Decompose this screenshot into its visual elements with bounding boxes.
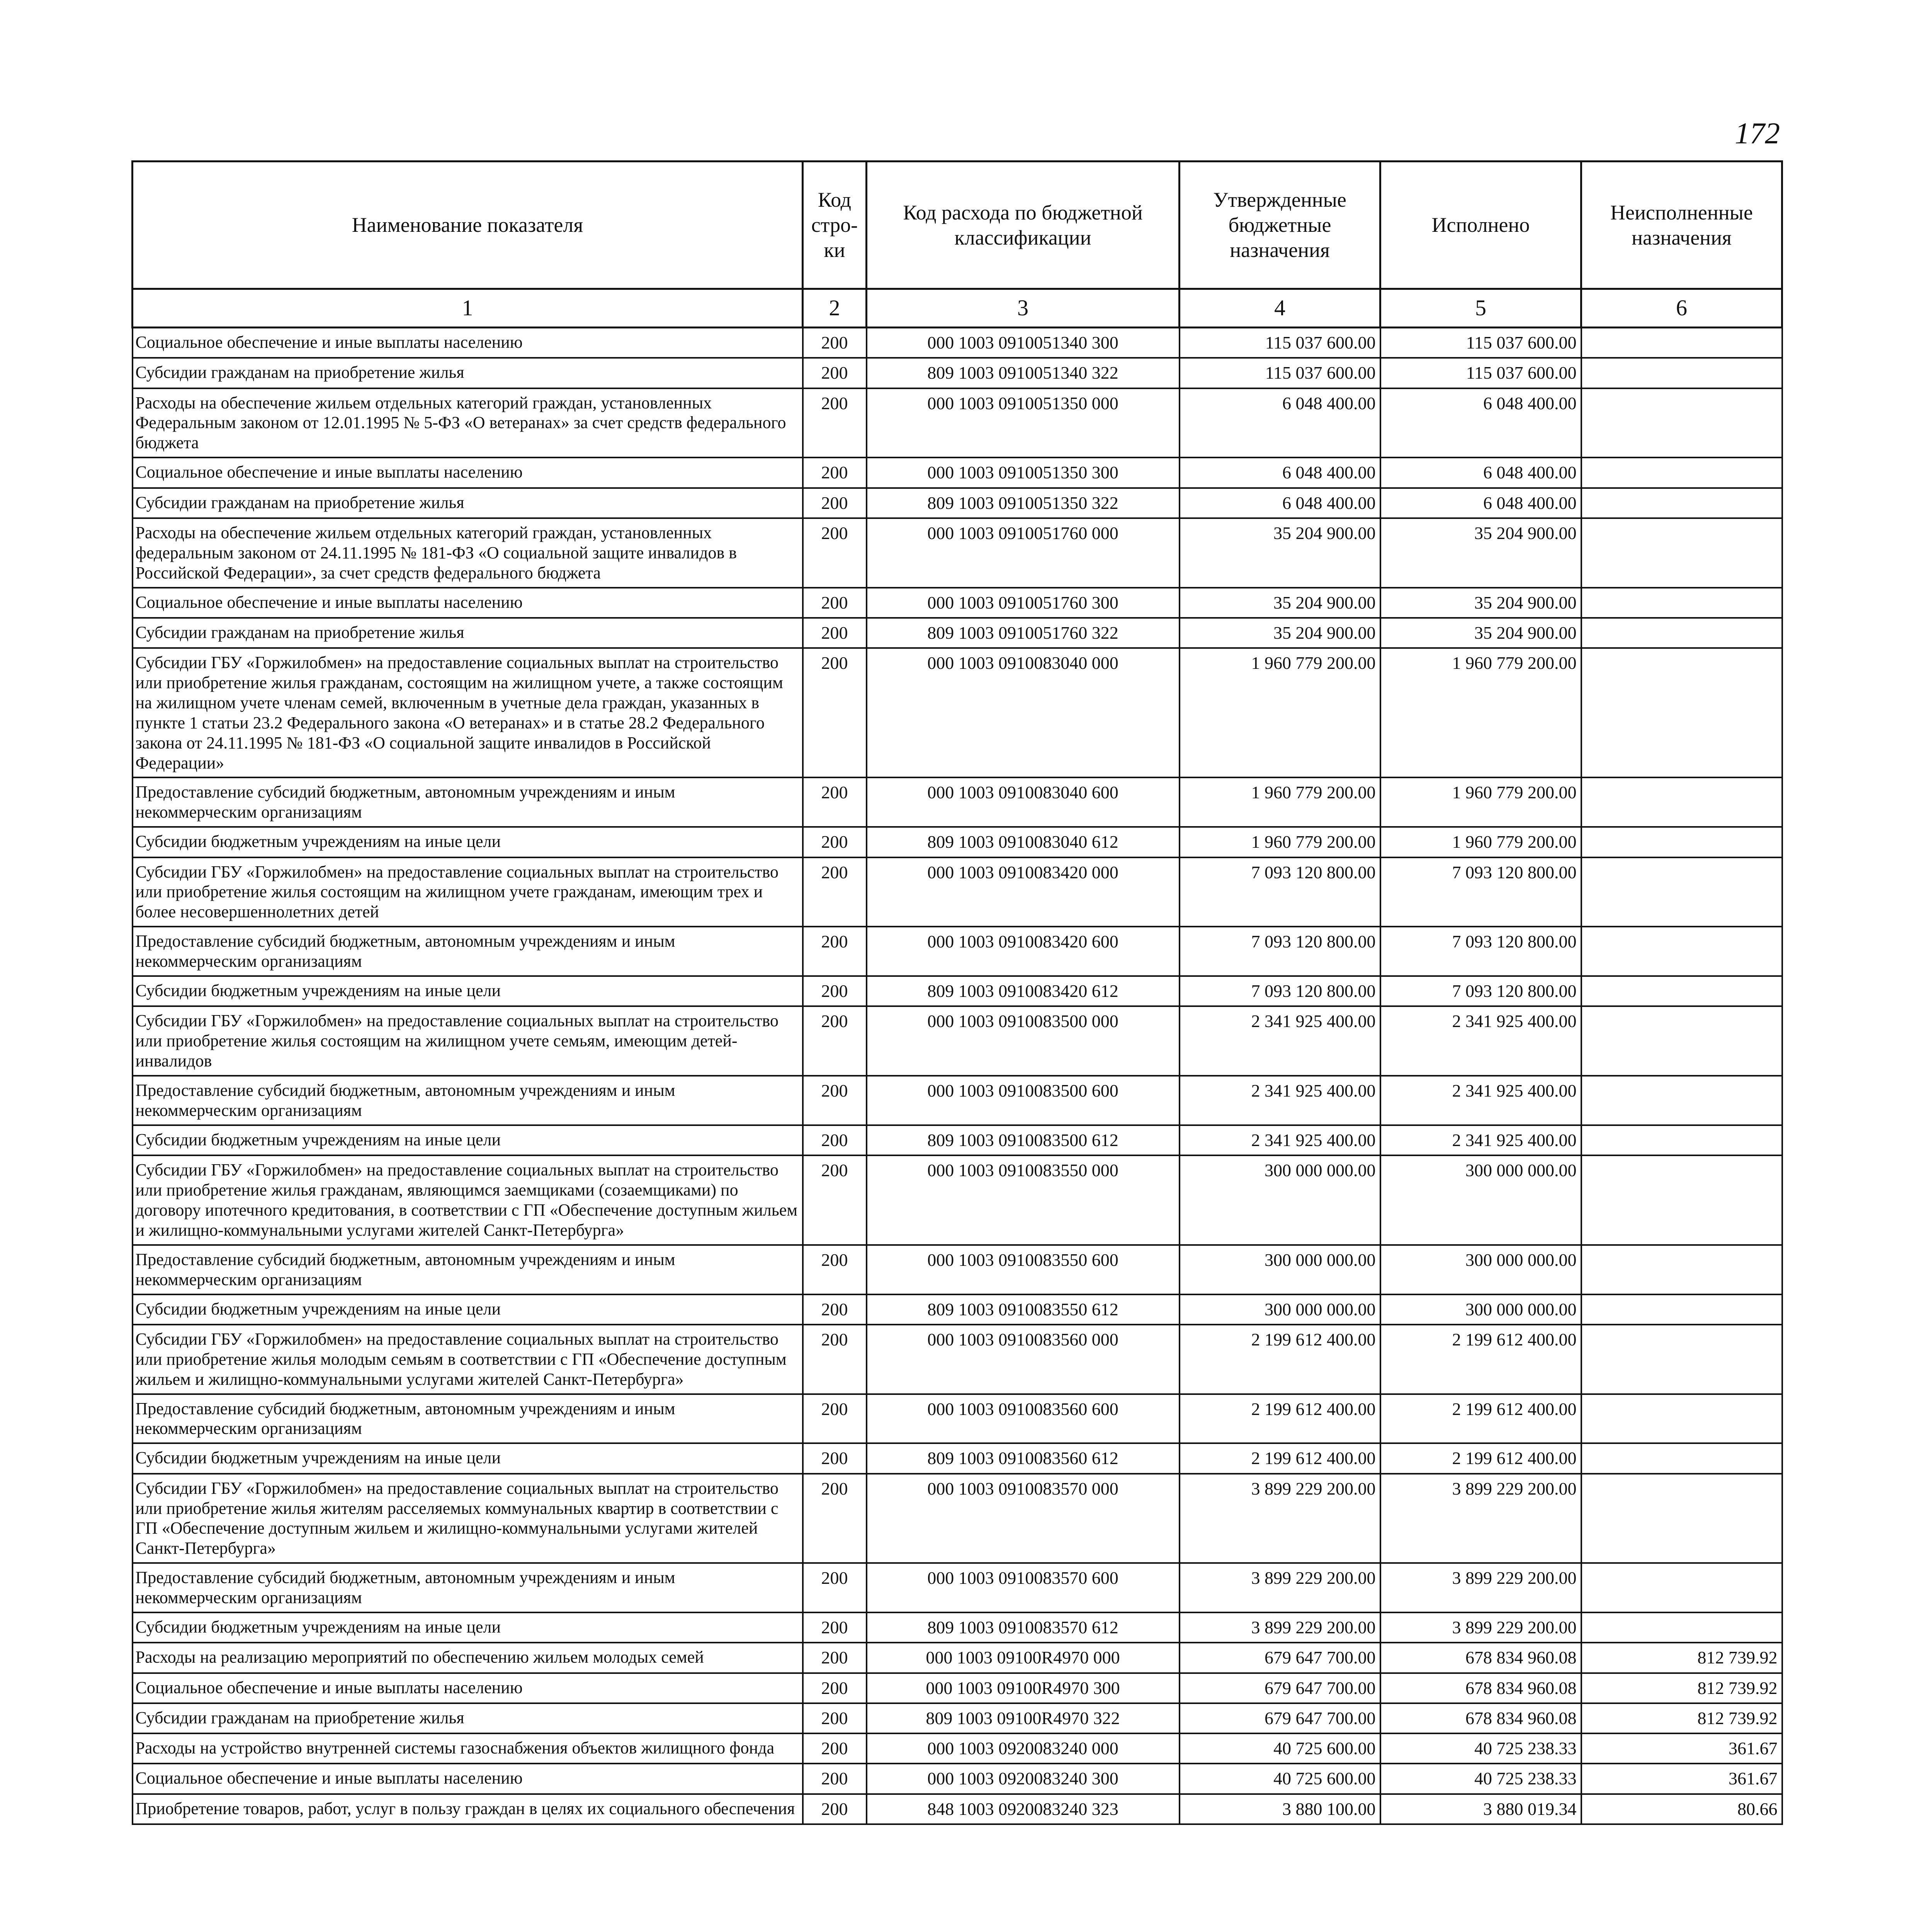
row-unexecuted-amount xyxy=(1581,827,1782,857)
row-executed-amount: 1 960 779 200.00 xyxy=(1380,777,1581,827)
row-unexecuted-amount xyxy=(1581,857,1782,927)
row-unexecuted-amount xyxy=(1581,1245,1782,1294)
row-unexecuted-amount xyxy=(1581,618,1782,648)
row-budget-classification-code: 809 1003 0910083560 612 xyxy=(867,1443,1180,1473)
table-header-row xyxy=(133,162,1782,289)
row-budget-classification-code: 000 1003 0910051760 000 xyxy=(867,518,1180,588)
row-executed-amount: 2 199 612 400.00 xyxy=(1380,1394,1581,1444)
row-approved-amount: 3 899 229 200.00 xyxy=(1180,1474,1380,1563)
row-indicator-name: Субсидии бюджетным учреждениям на иные цели xyxy=(133,1125,803,1155)
table-row xyxy=(133,1733,1782,1764)
table-row xyxy=(133,777,1782,827)
column-numbers-row xyxy=(133,289,1782,328)
row-approved-amount: 679 647 700.00 xyxy=(1180,1703,1380,1733)
table-row xyxy=(133,457,1782,488)
row-unexecuted-amount xyxy=(1581,588,1782,618)
row-executed-amount: 2 341 925 400.00 xyxy=(1380,1006,1581,1076)
row-line-code: 200 xyxy=(803,618,867,648)
row-line-code: 200 xyxy=(803,976,867,1006)
row-indicator-name: Предоставление субсидий бюджетным, автономным учреждениям и иным некоммерческим организациям xyxy=(133,777,803,827)
row-unexecuted-amount xyxy=(1581,328,1782,358)
row-line-code: 200 xyxy=(803,1673,867,1703)
row-unexecuted-amount xyxy=(1581,1394,1782,1444)
table-row xyxy=(133,1294,1782,1325)
row-indicator-name: Субсидии гражданам на приобретение жилья xyxy=(133,488,803,518)
row-executed-amount: 300 000 000.00 xyxy=(1380,1294,1581,1325)
column-number: 6 xyxy=(1581,289,1782,328)
table-row xyxy=(133,976,1782,1006)
row-approved-amount: 35 204 900.00 xyxy=(1180,588,1380,618)
table-row xyxy=(133,358,1782,388)
row-approved-amount: 1 960 779 200.00 xyxy=(1180,777,1380,827)
row-executed-amount: 300 000 000.00 xyxy=(1380,1155,1581,1245)
budget-execution-table xyxy=(131,160,1783,1825)
row-budget-classification-code: 000 1003 0910083560 000 xyxy=(867,1325,1180,1394)
row-indicator-name: Субсидии бюджетным учреждениям на иные цели xyxy=(133,827,803,857)
row-executed-amount: 3 880 019.34 xyxy=(1380,1794,1581,1824)
row-approved-amount: 115 037 600.00 xyxy=(1180,328,1380,358)
table-row xyxy=(133,1764,1782,1794)
row-executed-amount: 6 048 400.00 xyxy=(1380,488,1581,518)
row-budget-classification-code: 000 1003 0910083570 600 xyxy=(867,1563,1180,1612)
row-line-code: 200 xyxy=(803,1125,867,1155)
row-approved-amount: 3 899 229 200.00 xyxy=(1180,1612,1380,1643)
row-approved-amount: 3 880 100.00 xyxy=(1180,1794,1380,1824)
row-budget-classification-code: 809 1003 0910083040 612 xyxy=(867,827,1180,857)
row-line-code: 200 xyxy=(803,328,867,358)
row-line-code: 200 xyxy=(803,1443,867,1473)
row-unexecuted-amount xyxy=(1581,1006,1782,1076)
table-row xyxy=(133,328,1782,358)
row-indicator-name: Субсидии гражданам на приобретение жилья xyxy=(133,1703,803,1733)
row-indicator-name: Предоставление субсидий бюджетным, автономным учреждениям и иным некоммерческим организациям xyxy=(133,1245,803,1294)
row-indicator-name: Социальное обеспечение и иные выплаты населению xyxy=(133,1673,803,1703)
row-line-code: 200 xyxy=(803,1733,867,1764)
row-unexecuted-amount: 80.66 xyxy=(1581,1794,1782,1824)
row-budget-classification-code: 809 1003 0910083420 612 xyxy=(867,976,1180,1006)
row-approved-amount: 7 093 120 800.00 xyxy=(1180,927,1380,976)
row-approved-amount: 35 204 900.00 xyxy=(1180,518,1380,588)
row-approved-amount: 300 000 000.00 xyxy=(1180,1294,1380,1325)
row-budget-classification-code: 000 1003 0910083420 600 xyxy=(867,927,1180,976)
row-unexecuted-amount xyxy=(1581,1563,1782,1612)
row-unexecuted-amount xyxy=(1581,457,1782,488)
row-budget-classification-code: 000 1003 0910083550 600 xyxy=(867,1245,1180,1294)
row-executed-amount: 678 834 960.08 xyxy=(1380,1673,1581,1703)
row-budget-classification-code: 000 1003 0910083550 000 xyxy=(867,1155,1180,1245)
row-unexecuted-amount xyxy=(1581,927,1782,976)
row-budget-classification-code: 809 1003 09100R4970 322 xyxy=(867,1703,1180,1733)
row-line-code: 200 xyxy=(803,1394,867,1444)
row-line-code: 200 xyxy=(803,1076,867,1125)
row-indicator-name: Предоставление субсидий бюджетным, автономным учреждениям и иным некоммерческим организациям xyxy=(133,1076,803,1125)
row-executed-amount: 35 204 900.00 xyxy=(1380,518,1581,588)
row-unexecuted-amount xyxy=(1581,1076,1782,1125)
table-body xyxy=(133,328,1782,1824)
row-approved-amount: 115 037 600.00 xyxy=(1180,358,1380,388)
table-row xyxy=(133,488,1782,518)
row-unexecuted-amount: 812 739.92 xyxy=(1581,1703,1782,1733)
row-indicator-name: Социальное обеспечение и иные выплаты населению xyxy=(133,328,803,358)
column-number: 3 xyxy=(867,289,1180,328)
row-budget-classification-code: 000 1003 0910083500 000 xyxy=(867,1006,1180,1076)
header-line-code: Код стро-ки xyxy=(803,162,867,289)
table-row xyxy=(133,1643,1782,1673)
row-line-code: 200 xyxy=(803,358,867,388)
row-approved-amount: 3 899 229 200.00 xyxy=(1180,1563,1380,1612)
table-row xyxy=(133,518,1782,588)
row-approved-amount: 2 199 612 400.00 xyxy=(1180,1394,1380,1444)
row-line-code: 200 xyxy=(803,1643,867,1673)
row-unexecuted-amount xyxy=(1581,1443,1782,1473)
row-executed-amount: 35 204 900.00 xyxy=(1380,588,1581,618)
row-budget-classification-code: 809 1003 0910083550 612 xyxy=(867,1294,1180,1325)
row-unexecuted-amount: 361.67 xyxy=(1581,1733,1782,1764)
table-row xyxy=(133,1673,1782,1703)
row-executed-amount: 2 341 925 400.00 xyxy=(1380,1125,1581,1155)
row-budget-classification-code: 809 1003 0910051350 322 xyxy=(867,488,1180,518)
row-budget-classification-code: 000 1003 0920083240 000 xyxy=(867,1733,1180,1764)
row-unexecuted-amount xyxy=(1581,358,1782,388)
row-executed-amount: 35 204 900.00 xyxy=(1380,618,1581,648)
table-row xyxy=(133,857,1782,927)
row-approved-amount: 2 341 925 400.00 xyxy=(1180,1076,1380,1125)
row-indicator-name: Субсидии бюджетным учреждениям на иные цели xyxy=(133,976,803,1006)
row-executed-amount: 678 834 960.08 xyxy=(1380,1703,1581,1733)
row-unexecuted-amount xyxy=(1581,1612,1782,1643)
row-approved-amount: 6 048 400.00 xyxy=(1180,488,1380,518)
row-unexecuted-amount xyxy=(1581,518,1782,588)
row-executed-amount: 115 037 600.00 xyxy=(1380,328,1581,358)
row-executed-amount: 2 341 925 400.00 xyxy=(1380,1076,1581,1125)
row-executed-amount: 1 960 779 200.00 xyxy=(1380,648,1581,777)
header-indicator-name: Наименование показателя xyxy=(133,162,803,289)
row-executed-amount: 40 725 238.33 xyxy=(1380,1764,1581,1794)
row-indicator-name: Субсидии ГБУ «Горжилобмен» на предоставление социальных выплат на строительство или приобретение жилья жителям расселяемых коммунальных квартир в соответствии с ГП «Обеспечение доступным жильем и жилищно-коммунальными услугами жителей Санкт-Петербурга» xyxy=(133,1474,803,1563)
row-indicator-name: Расходы на реализацию мероприятий по обеспечению жильем молодых семей xyxy=(133,1643,803,1673)
column-number: 5 xyxy=(1380,289,1581,328)
row-approved-amount: 6 048 400.00 xyxy=(1180,457,1380,488)
table-row xyxy=(133,1703,1782,1733)
row-executed-amount: 7 093 120 800.00 xyxy=(1380,976,1581,1006)
row-approved-amount: 679 647 700.00 xyxy=(1180,1673,1380,1703)
table-row xyxy=(133,1125,1782,1155)
row-unexecuted-amount: 812 739.92 xyxy=(1581,1673,1782,1703)
row-unexecuted-amount: 812 739.92 xyxy=(1581,1643,1782,1673)
header-approved-appropriations: Утвержденные бюджетные назначения xyxy=(1180,162,1380,289)
row-indicator-name: Субсидии ГБУ «Горжилобмен» на предоставление социальных выплат на строительство или приобретение жилья состоящим на жилищном учете семьям, имеющим детей-инвалидов xyxy=(133,1006,803,1076)
row-approved-amount: 2 199 612 400.00 xyxy=(1180,1443,1380,1473)
row-unexecuted-amount xyxy=(1581,1325,1782,1394)
column-number: 2 xyxy=(803,289,867,328)
row-executed-amount: 300 000 000.00 xyxy=(1380,1245,1581,1294)
row-budget-classification-code: 000 1003 0910051350 300 xyxy=(867,457,1180,488)
row-line-code: 200 xyxy=(803,1245,867,1294)
row-unexecuted-amount xyxy=(1581,388,1782,458)
row-line-code: 200 xyxy=(803,777,867,827)
table-row xyxy=(133,1325,1782,1394)
table-row xyxy=(133,1563,1782,1612)
row-indicator-name: Субсидии ГБУ «Горжилобмен» на предоставление социальных выплат на строительство или приобретение жилья молодым семьям в соответствии с ГП «Обеспечение доступным жильем и жилищно-коммунальными услугами жителей Санкт-Петербурга» xyxy=(133,1325,803,1394)
row-budget-classification-code: 000 1003 0910051760 300 xyxy=(867,588,1180,618)
row-approved-amount: 300 000 000.00 xyxy=(1180,1155,1380,1245)
table-row xyxy=(133,388,1782,458)
row-budget-classification-code: 000 1003 0910083500 600 xyxy=(867,1076,1180,1125)
row-approved-amount: 2 341 925 400.00 xyxy=(1180,1006,1380,1076)
row-executed-amount: 2 199 612 400.00 xyxy=(1380,1443,1581,1473)
table-row xyxy=(133,927,1782,976)
header-budget-classification-code: Код расхода по бюджетной классификации xyxy=(867,162,1180,289)
row-executed-amount: 6 048 400.00 xyxy=(1380,388,1581,458)
row-approved-amount: 40 725 600.00 xyxy=(1180,1733,1380,1764)
row-line-code: 200 xyxy=(803,1794,867,1824)
row-unexecuted-amount xyxy=(1581,648,1782,777)
row-indicator-name: Субсидии гражданам на приобретение жилья xyxy=(133,358,803,388)
row-unexecuted-amount xyxy=(1581,976,1782,1006)
row-unexecuted-amount xyxy=(1581,777,1782,827)
row-indicator-name: Субсидии гражданам на приобретение жилья xyxy=(133,618,803,648)
row-approved-amount: 2 341 925 400.00 xyxy=(1180,1125,1380,1155)
row-executed-amount: 40 725 238.33 xyxy=(1380,1733,1581,1764)
row-indicator-name: Субсидии бюджетным учреждениям на иные цели xyxy=(133,1443,803,1473)
row-budget-classification-code: 000 1003 0910083560 600 xyxy=(867,1394,1180,1444)
row-approved-amount: 1 960 779 200.00 xyxy=(1180,648,1380,777)
table-row xyxy=(133,618,1782,648)
row-line-code: 200 xyxy=(803,488,867,518)
table-row xyxy=(133,648,1782,777)
row-indicator-name: Субсидии бюджетным учреждениям на иные цели xyxy=(133,1612,803,1643)
row-unexecuted-amount xyxy=(1581,1155,1782,1245)
row-line-code: 200 xyxy=(803,457,867,488)
row-indicator-name: Социальное обеспечение и иные выплаты населению xyxy=(133,1764,803,1794)
table-row xyxy=(133,1474,1782,1563)
row-line-code: 200 xyxy=(803,827,867,857)
row-unexecuted-amount xyxy=(1581,1125,1782,1155)
table-row xyxy=(133,1076,1782,1125)
row-line-code: 200 xyxy=(803,1612,867,1643)
row-line-code: 200 xyxy=(803,588,867,618)
row-line-code: 200 xyxy=(803,1006,867,1076)
row-budget-classification-code: 000 1003 0910083420 000 xyxy=(867,857,1180,927)
row-indicator-name: Расходы на устройство внутренней системы газоснабжения объектов жилищного фонда xyxy=(133,1733,803,1764)
row-budget-classification-code: 000 1003 0920083240 300 xyxy=(867,1764,1180,1794)
row-indicator-name: Предоставление субсидий бюджетным, автономным учреждениям и иным некоммерческим организациям xyxy=(133,927,803,976)
row-indicator-name: Субсидии бюджетным учреждениям на иные цели xyxy=(133,1294,803,1325)
row-approved-amount: 7 093 120 800.00 xyxy=(1180,976,1380,1006)
row-line-code: 200 xyxy=(803,857,867,927)
row-indicator-name: Приобретение товаров, работ, услуг в пользу граждан в целях их социального обеспечения xyxy=(133,1794,803,1824)
table-row xyxy=(133,827,1782,857)
row-budget-classification-code: 000 1003 0910083040 600 xyxy=(867,777,1180,827)
row-approved-amount: 35 204 900.00 xyxy=(1180,618,1380,648)
row-budget-classification-code: 000 1003 0910083570 000 xyxy=(867,1474,1180,1563)
row-indicator-name: Субсидии ГБУ «Горжилобмен» на предоставление социальных выплат на строительство или приобретение жилья гражданам, состоящим на жилищном учете, а также состоящим на жилищном учете членам семей, включенным в учетные дела граждан, указанных в пункте 1 статьи 23.2 Федерального закона «О ветеранах» и в статье 28.2 Федерального закона от 24.11.1995 № 181-ФЗ «О социальной защите инвалидов в Российской Федерации» xyxy=(133,648,803,777)
row-indicator-name: Расходы на обеспечение жильем отдельных категорий граждан, установленных федеральным законом от 24.11.1995 № 181-ФЗ «О социальной защите инвалидов в Российской Федерации», за счет средств федерального бюджета xyxy=(133,518,803,588)
table-row xyxy=(133,1006,1782,1076)
row-unexecuted-amount: 361.67 xyxy=(1581,1764,1782,1794)
row-approved-amount: 40 725 600.00 xyxy=(1180,1764,1380,1794)
table-row xyxy=(133,1245,1782,1294)
row-executed-amount: 678 834 960.08 xyxy=(1380,1643,1581,1673)
row-line-code: 200 xyxy=(803,388,867,458)
row-line-code: 200 xyxy=(803,1703,867,1733)
row-line-code: 200 xyxy=(803,1155,867,1245)
header-executed: Исполнено xyxy=(1380,162,1581,289)
row-line-code: 200 xyxy=(803,1474,867,1563)
table-row xyxy=(133,1155,1782,1245)
row-budget-classification-code: 809 1003 0910051340 322 xyxy=(867,358,1180,388)
row-approved-amount: 2 199 612 400.00 xyxy=(1180,1325,1380,1394)
row-indicator-name: Социальное обеспечение и иные выплаты населению xyxy=(133,588,803,618)
row-executed-amount: 1 960 779 200.00 xyxy=(1380,827,1581,857)
row-unexecuted-amount xyxy=(1581,1474,1782,1563)
row-line-code: 200 xyxy=(803,1764,867,1794)
table-row xyxy=(133,1612,1782,1643)
row-budget-classification-code: 809 1003 0910083500 612 xyxy=(867,1125,1180,1155)
row-executed-amount: 3 899 229 200.00 xyxy=(1380,1612,1581,1643)
row-line-code: 200 xyxy=(803,1563,867,1612)
row-indicator-name: Субсидии ГБУ «Горжилобмен» на предоставление социальных выплат на строительство или приобретение жилья состоящим на жилищном учете гражданам, имеющим трех и более несовершеннолетних детей xyxy=(133,857,803,927)
header-unexecuted-appropriations: Неисполненные назначения xyxy=(1581,162,1782,289)
row-indicator-name: Социальное обеспечение и иные выплаты населению xyxy=(133,457,803,488)
row-line-code: 200 xyxy=(803,648,867,777)
row-budget-classification-code: 000 1003 09100R4970 300 xyxy=(867,1673,1180,1703)
row-approved-amount: 6 048 400.00 xyxy=(1180,388,1380,458)
row-unexecuted-amount xyxy=(1581,1294,1782,1325)
row-executed-amount: 3 899 229 200.00 xyxy=(1380,1563,1581,1612)
row-indicator-name: Предоставление субсидий бюджетным, автономным учреждениям и иным некоммерческим организациям xyxy=(133,1563,803,1612)
row-executed-amount: 7 093 120 800.00 xyxy=(1380,857,1581,927)
row-budget-classification-code: 000 1003 09100R4970 000 xyxy=(867,1643,1180,1673)
row-approved-amount: 1 960 779 200.00 xyxy=(1180,827,1380,857)
column-number: 1 xyxy=(133,289,803,328)
row-indicator-name: Субсидии ГБУ «Горжилобмен» на предоставление социальных выплат на строительство или приобретение жилья гражданам, являющимся заемщиками (созаемщиками) по договору ипотечного кредитования, в соответствии с ГП «Обеспечение доступным жильем и жилищно-коммунальными услугами жителей Санкт-Петербурга» xyxy=(133,1155,803,1245)
row-executed-amount: 115 037 600.00 xyxy=(1380,358,1581,388)
row-executed-amount: 3 899 229 200.00 xyxy=(1380,1474,1581,1563)
row-line-code: 200 xyxy=(803,1325,867,1394)
table-row xyxy=(133,1794,1782,1824)
row-approved-amount: 679 647 700.00 xyxy=(1180,1643,1380,1673)
row-executed-amount: 2 199 612 400.00 xyxy=(1380,1325,1581,1394)
column-number: 4 xyxy=(1180,289,1380,328)
row-line-code: 200 xyxy=(803,1294,867,1325)
row-executed-amount: 6 048 400.00 xyxy=(1380,457,1581,488)
row-executed-amount: 7 093 120 800.00 xyxy=(1380,927,1581,976)
row-indicator-name: Расходы на обеспечение жильем отдельных категорий граждан, установленных Федеральным законом от 12.01.1995 № 5-ФЗ «О ветеранах» за счет средств федерального бюджета xyxy=(133,388,803,458)
table-row xyxy=(133,1394,1782,1444)
row-unexecuted-amount xyxy=(1581,488,1782,518)
row-budget-classification-code: 809 1003 0910051760 322 xyxy=(867,618,1180,648)
row-budget-classification-code: 848 1003 0920083240 323 xyxy=(867,1794,1180,1824)
table-row xyxy=(133,1443,1782,1473)
row-budget-classification-code: 809 1003 0910083570 612 xyxy=(867,1612,1180,1643)
row-approved-amount: 7 093 120 800.00 xyxy=(1180,857,1380,927)
row-line-code: 200 xyxy=(803,927,867,976)
row-indicator-name: Предоставление субсидий бюджетным, автономным учреждениям и иным некоммерческим организациям xyxy=(133,1394,803,1444)
row-budget-classification-code: 000 1003 0910051350 000 xyxy=(867,388,1180,458)
page-number: 172 xyxy=(1735,116,1780,150)
row-budget-classification-code: 000 1003 0910051340 300 xyxy=(867,328,1180,358)
row-approved-amount: 300 000 000.00 xyxy=(1180,1245,1380,1294)
table-row xyxy=(133,588,1782,618)
row-line-code: 200 xyxy=(803,518,867,588)
row-budget-classification-code: 000 1003 0910083040 000 xyxy=(867,648,1180,777)
